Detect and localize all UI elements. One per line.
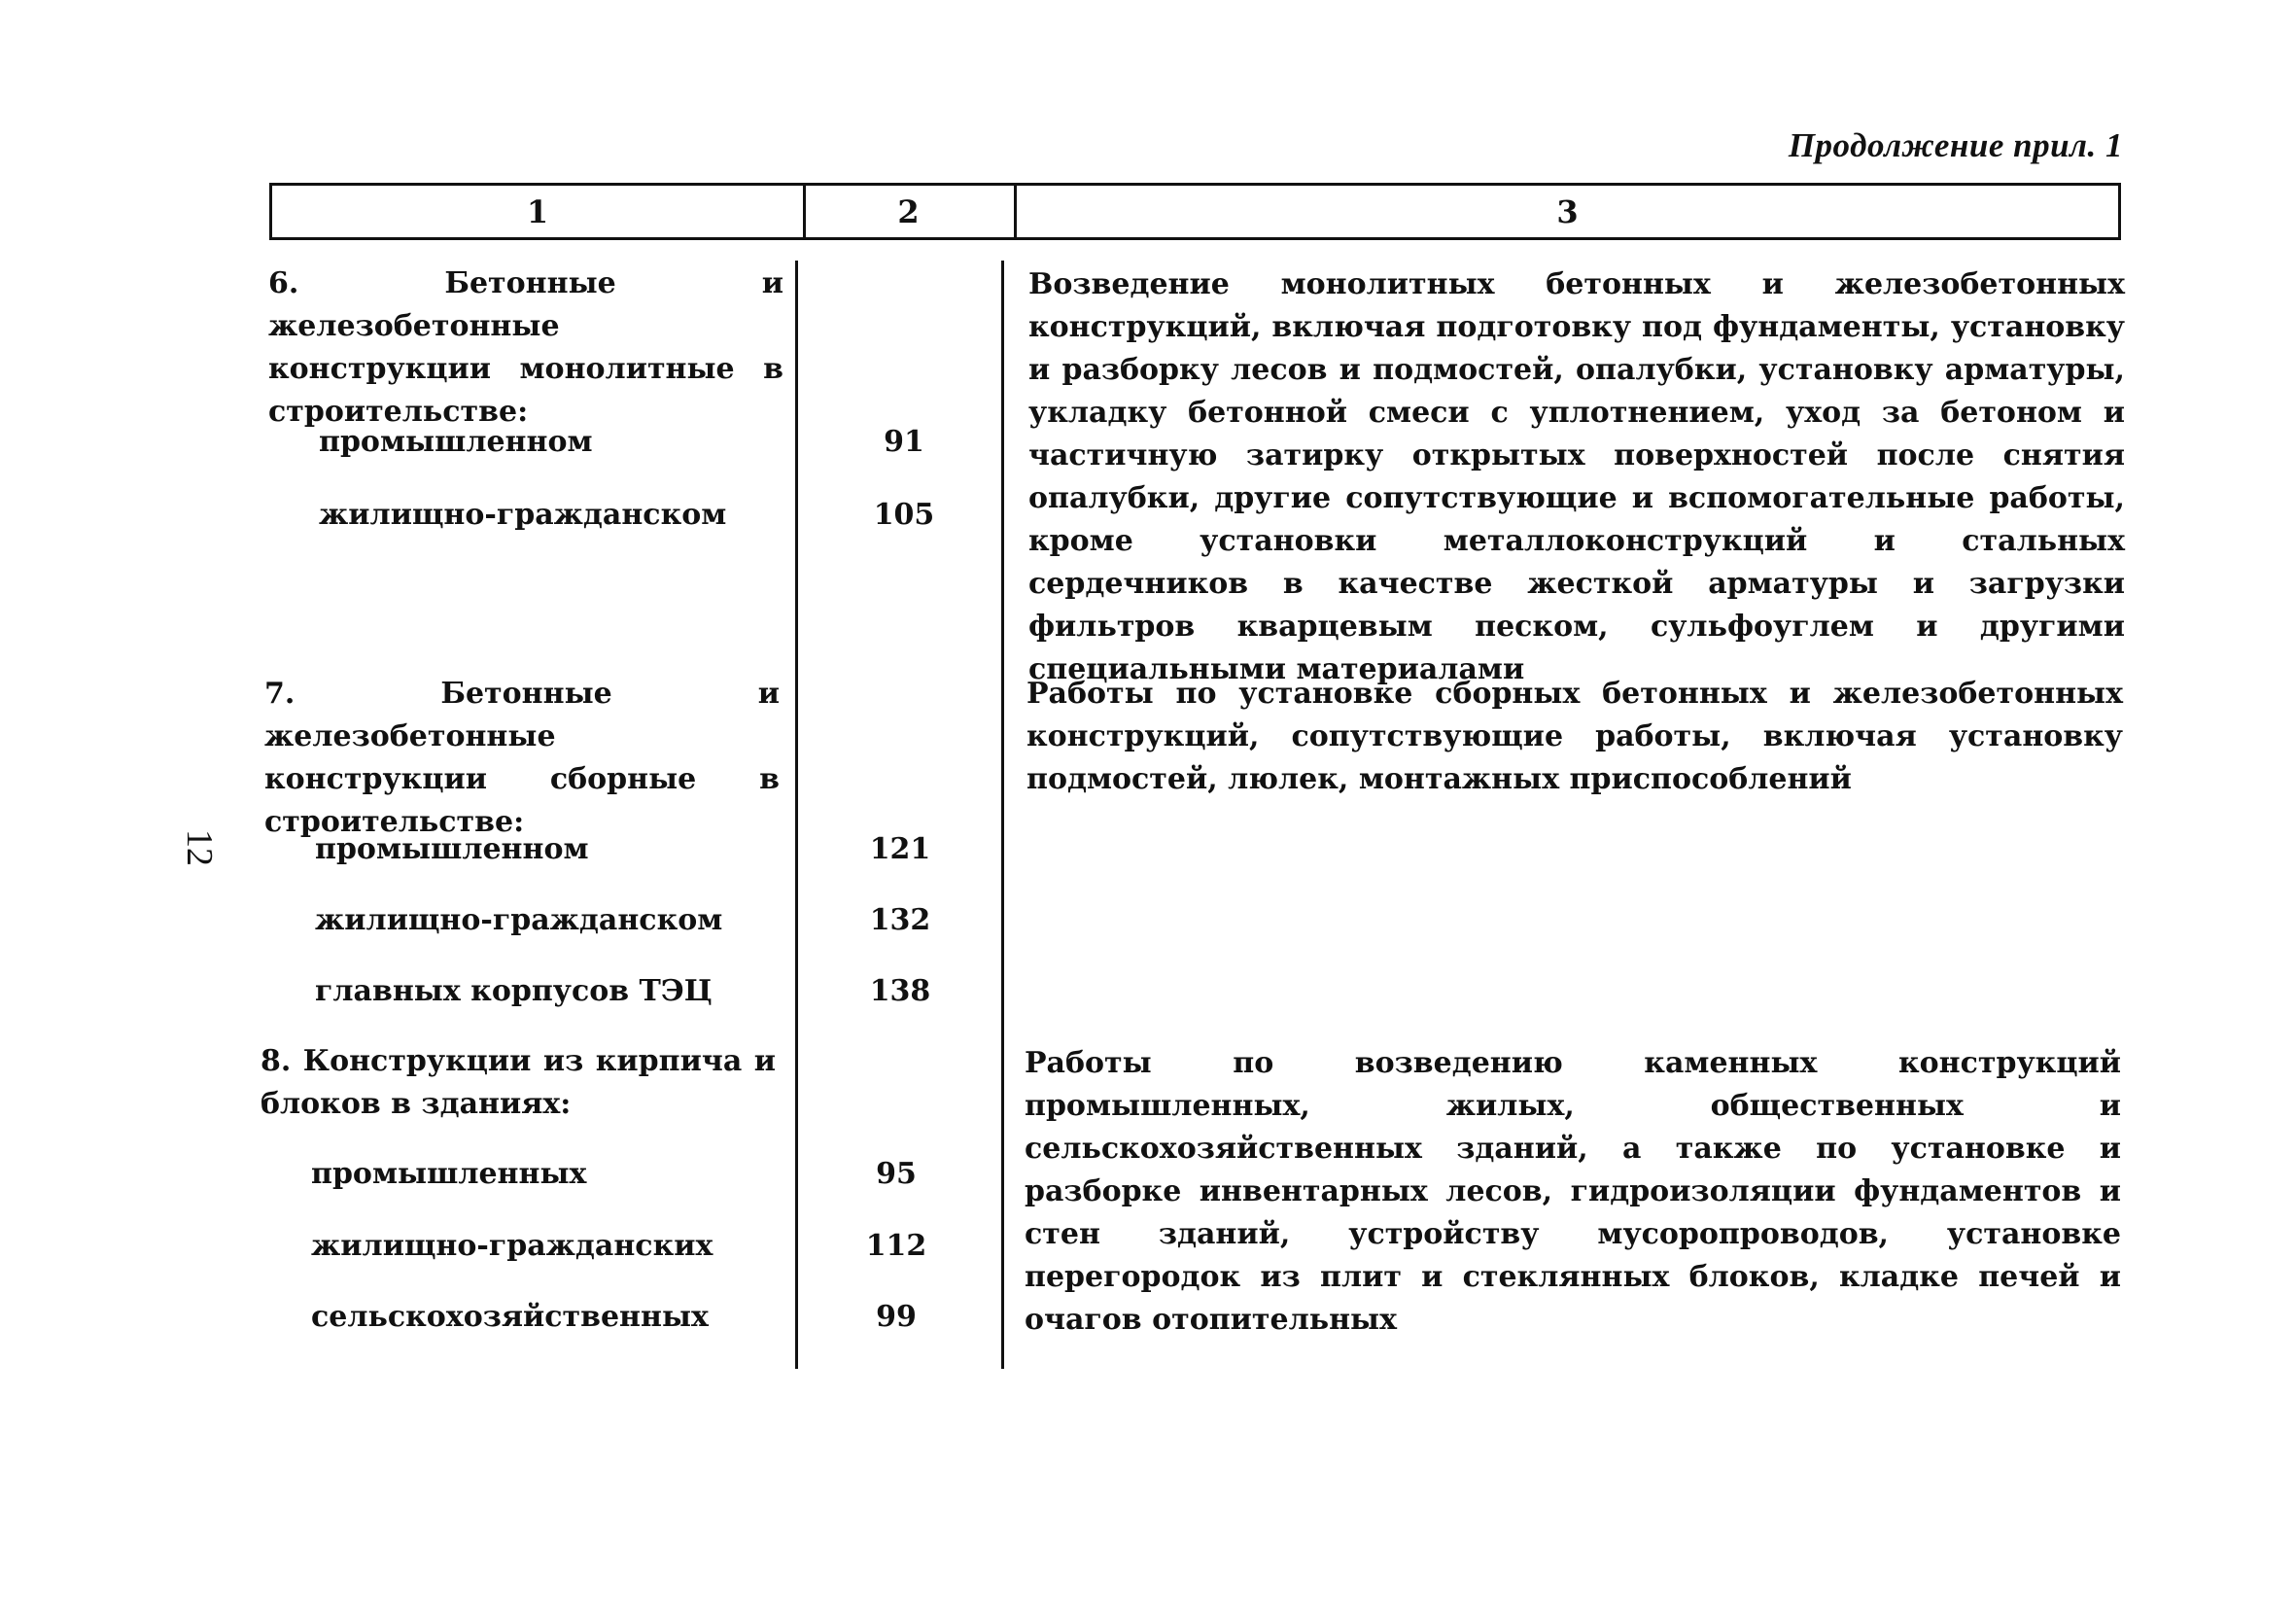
row-7-item-label: жилищно-гражданском [315, 903, 723, 937]
row-7-title: 7. Бетонные и железобетонные конструкции сборные в строительстве: [264, 677, 780, 839]
row-6-item-value: 91 [884, 425, 924, 459]
row-6-item-label: промышленном [319, 425, 593, 459]
row-6-item-label: жилищно-гражданском [319, 498, 727, 532]
row-8-item-value: 112 [865, 1229, 927, 1263]
header-col-3: 3 [1556, 192, 1579, 230]
table-header [269, 183, 2121, 240]
row-8-item-value: 99 [876, 1300, 917, 1334]
row-8-title: 8. Конструкции из кирпича и блоков в зданиях: [261, 1044, 776, 1121]
row-7-item-label: промышленном [315, 832, 589, 866]
row-6-description: Возведение монолитных бетонных и железобетонных конструкций, включая подготовку под фундаменты, установку и разборку лесов и подмостей, опалубки, установку арматуры, укладку бетонной смеси с уплотнением, уход за бетоном и частичную затирку открытых поверхностей после снятия опалубки, другие сопутствующие и вспомогательные работы, кроме установки металлоконструкций и стальных сердечников в качестве жесткой арматуры и загрузки фильтров кварцевым песком, сульфоуглем и другими специальными материалами [1028, 267, 2125, 686]
row-7-description: Работы по установке сборных бетонных и железобетонных конструкций, сопутствующие работы, включая установку подмостей, люлек, монтажных приспособлений [1026, 677, 2123, 796]
row-8-description: Работы по возведению каменных конструкций промышленных, жилых, общественных и сельскохозяйственных зданий, а также по установке и разборке инвентарных лесов, гидроизоляции фундаментов и стен зданий, устройству мусоропроводов, установке перегородок из плит и стеклянных блоков, кладке печей и очагов отопительных [1025, 1046, 2121, 1337]
row-8-item-label: сельскохозяйственных [311, 1300, 709, 1334]
header-col-2: 2 [803, 186, 1017, 237]
column-divider-2 [1001, 261, 1004, 1369]
continuation-caption: Продолжение прил. 1 [1788, 126, 2123, 164]
row-8-item-label: жилищно-гражданских [311, 1229, 713, 1263]
row-7-item-value: 138 [869, 974, 931, 1008]
row-7-item-value: 132 [869, 903, 931, 937]
column-divider-1 [795, 261, 798, 1369]
row-8-item-value: 95 [876, 1157, 917, 1191]
row-6-title: 6. Бетонные и железобетонные конструкции монолитные в строительстве: [268, 266, 783, 429]
row-7-item-label: главных корпусов ТЭЦ [315, 974, 713, 1008]
header-col-1: 1 [272, 186, 806, 237]
page-number: 12 [179, 829, 220, 866]
row-7-item-value: 121 [869, 832, 931, 866]
row-6-item-value: 105 [873, 498, 935, 532]
row-8-item-label: промышленных [311, 1157, 587, 1191]
